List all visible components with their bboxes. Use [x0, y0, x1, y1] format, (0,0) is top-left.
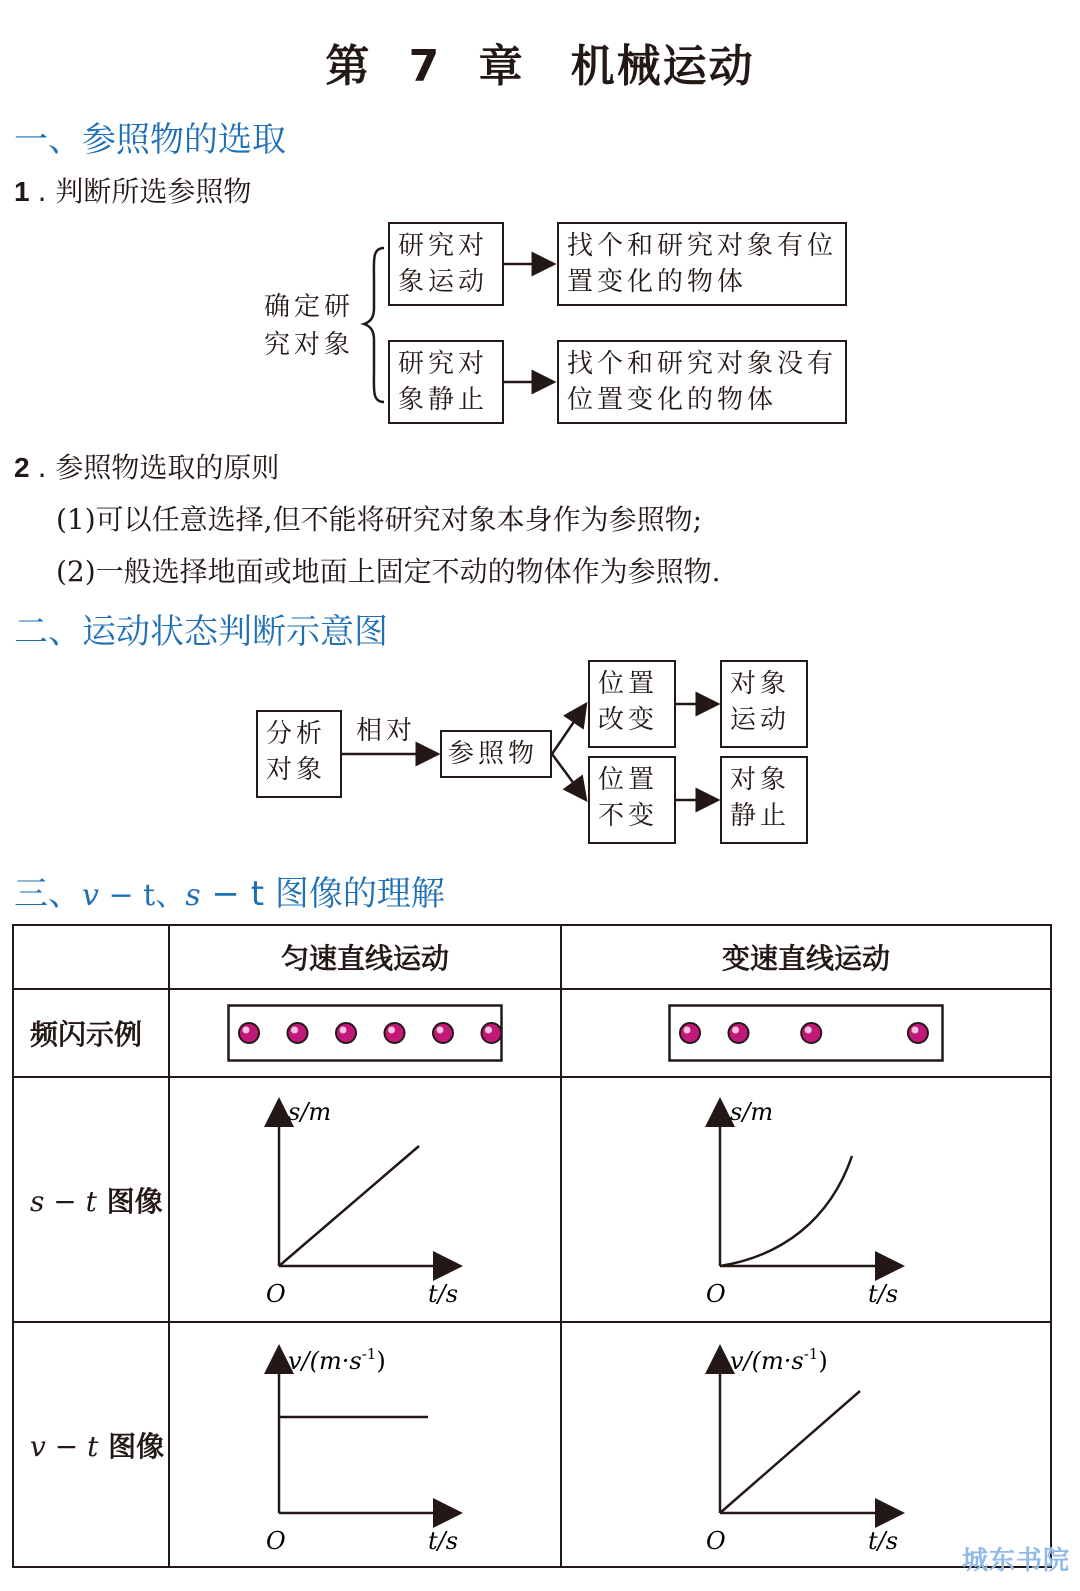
vt-variable-origin: O	[706, 1526, 726, 1555]
section3-prefix: 三、	[14, 874, 82, 914]
vt-uniform-ylabel-main: v/(m·s	[288, 1346, 362, 1375]
box-object-rests: 对象静止	[720, 756, 808, 844]
strobe-uniform-ball	[433, 1023, 453, 1043]
vt-uniform-ylabel-close: )	[376, 1346, 386, 1375]
vt-variable-ylabel-close: )	[818, 1346, 828, 1375]
vt-uniform-ylabel-sup: -1	[361, 1344, 377, 1363]
strobe-variable-ball-highlight	[805, 1027, 812, 1034]
row-vt-text: 图像	[98, 1429, 165, 1463]
st-variable-origin: O	[706, 1279, 726, 1308]
sub2-text: . 参照物选取的原则	[37, 451, 280, 484]
vt-graph-uniform	[170, 1325, 560, 1565]
st-variable-ylabel: s/m	[730, 1097, 774, 1126]
strobe-variable-ball-highlight	[732, 1027, 739, 1034]
box-reference-changed: 找个和研究对象有位置变化的物体	[557, 222, 847, 306]
strobe-uniform-ball	[385, 1023, 405, 1043]
section3-heading	[14, 866, 445, 915]
strobe-uniform-ball-highlight	[437, 1027, 444, 1034]
row-vt-symbol: v − t	[30, 1429, 99, 1463]
strobe-variable-ball	[908, 1023, 928, 1043]
diagram1-root: 确定研究对象	[264, 292, 355, 360]
row-st-label	[13, 1077, 169, 1322]
strobe-uniform-ball	[239, 1023, 259, 1043]
strobe-uniform-ball-highlight	[485, 1027, 492, 1034]
rule-1: (1)可以任意选择,但不能将研究对象本身作为参照物;	[56, 503, 702, 536]
diagram1-brace	[360, 240, 390, 410]
vt-variable-ylabel-main: v/(m·s	[730, 1346, 804, 1375]
section3-mid: − t、	[98, 878, 186, 913]
diagram1-arrows	[504, 250, 558, 420]
strobe-uniform-ball	[336, 1023, 356, 1043]
cell-strobe-uniform	[169, 989, 561, 1077]
vt-uniform-ylabel	[288, 1345, 386, 1375]
box-object-static: 研究对象静止	[388, 340, 504, 424]
section1-heading: 一、参照物的选取	[14, 120, 286, 160]
cell-strobe-variable	[561, 989, 1051, 1077]
diagram2-arrows	[0, 650, 1080, 850]
table-row-strobe	[13, 989, 1051, 1077]
strobe-variable-ball	[680, 1023, 700, 1043]
vt-graph-variable	[562, 1325, 1050, 1565]
st-graph-uniform	[170, 1080, 560, 1320]
strobe-variable-ball	[801, 1023, 821, 1043]
box-reference-unchanged: 找个和研究对象没有位置变化的物体	[557, 340, 847, 424]
box-position-changed: 位置改变	[588, 660, 676, 748]
cell-vt-variable	[561, 1322, 1051, 1567]
strobe-uniform-ball-highlight	[388, 1027, 395, 1034]
sub1-text: . 判断所选参照物	[37, 175, 252, 208]
section3-v: v	[82, 878, 99, 913]
rule-2: (2)一般选择地面或地面上固定不动的物体作为参照物.	[56, 555, 721, 588]
strobe-variable-ball	[729, 1023, 749, 1043]
box-object-moving: 研究对象运动	[388, 222, 504, 306]
box-analyze-object: 分析对象	[256, 710, 342, 798]
vt-uniform-origin: O	[266, 1526, 286, 1555]
strobe-uniform-ball	[482, 1023, 502, 1043]
st-uniform-origin: O	[266, 1279, 286, 1308]
page-title: 第 7 章 机械运动	[325, 41, 755, 92]
col-uniform: 匀速直线运动	[169, 925, 561, 989]
row-st-symbol: s − t	[30, 1184, 97, 1218]
sub1-number: 1	[14, 176, 30, 207]
strobe-uniform-ball-highlight	[340, 1027, 347, 1034]
vt-variable-ylabel	[730, 1345, 828, 1375]
row-st-text: 图像	[96, 1184, 163, 1218]
section2-heading: 二、运动状态判断示意图	[14, 612, 388, 652]
strobe-variable-ball-highlight	[911, 1027, 918, 1034]
cell-st-uniform	[169, 1077, 561, 1322]
strobe-uniform-ball-highlight	[243, 1027, 250, 1034]
section3-s: s	[185, 878, 201, 913]
row-vt-label	[13, 1322, 169, 1567]
st-graph-variable	[562, 1080, 1050, 1320]
table-row-vt	[13, 1322, 1051, 1567]
box-object-moves: 对象运动	[720, 660, 808, 748]
box-reference-object: 参照物	[440, 730, 552, 778]
cell-vt-uniform	[169, 1322, 561, 1567]
section1-sub1	[14, 170, 251, 210]
vt-uniform-xlabel: t/s	[428, 1526, 459, 1555]
st-variable-xlabel: t/s	[868, 1279, 899, 1308]
strobe-uniform-ball-highlight	[291, 1027, 298, 1034]
watermark-logo: 城东书院	[961, 1546, 1070, 1576]
col-variable: 变速直线运动	[561, 925, 1051, 989]
vt-variable-ylabel-sup: -1	[803, 1344, 819, 1363]
st-uniform-ylabel	[288, 1098, 331, 1126]
sub2-number: 2	[14, 452, 30, 483]
box-position-unchanged: 位置不变	[588, 756, 676, 844]
motion-table	[12, 924, 1052, 1568]
vt-variable-xlabel: t/s	[868, 1526, 899, 1555]
cell-st-variable	[561, 1077, 1051, 1322]
table-row-st	[13, 1077, 1051, 1322]
table-header-row	[13, 925, 1051, 989]
st-uniform-ylabel-text: s/m	[288, 1097, 332, 1126]
strobe-uniform-ball	[288, 1023, 308, 1043]
arrow-label-relative: 相对	[356, 716, 417, 746]
strobe-variable	[668, 1004, 944, 1062]
row-strobe-label: 频闪示例	[13, 989, 169, 1077]
section3-tail: − t 图像的理解	[200, 874, 445, 914]
st-uniform-xlabel: t/s	[428, 1279, 459, 1308]
section1-sub2	[14, 446, 279, 486]
strobe-variable-ball-highlight	[684, 1027, 691, 1034]
table-corner	[13, 925, 169, 989]
strobe-uniform	[227, 1004, 503, 1062]
